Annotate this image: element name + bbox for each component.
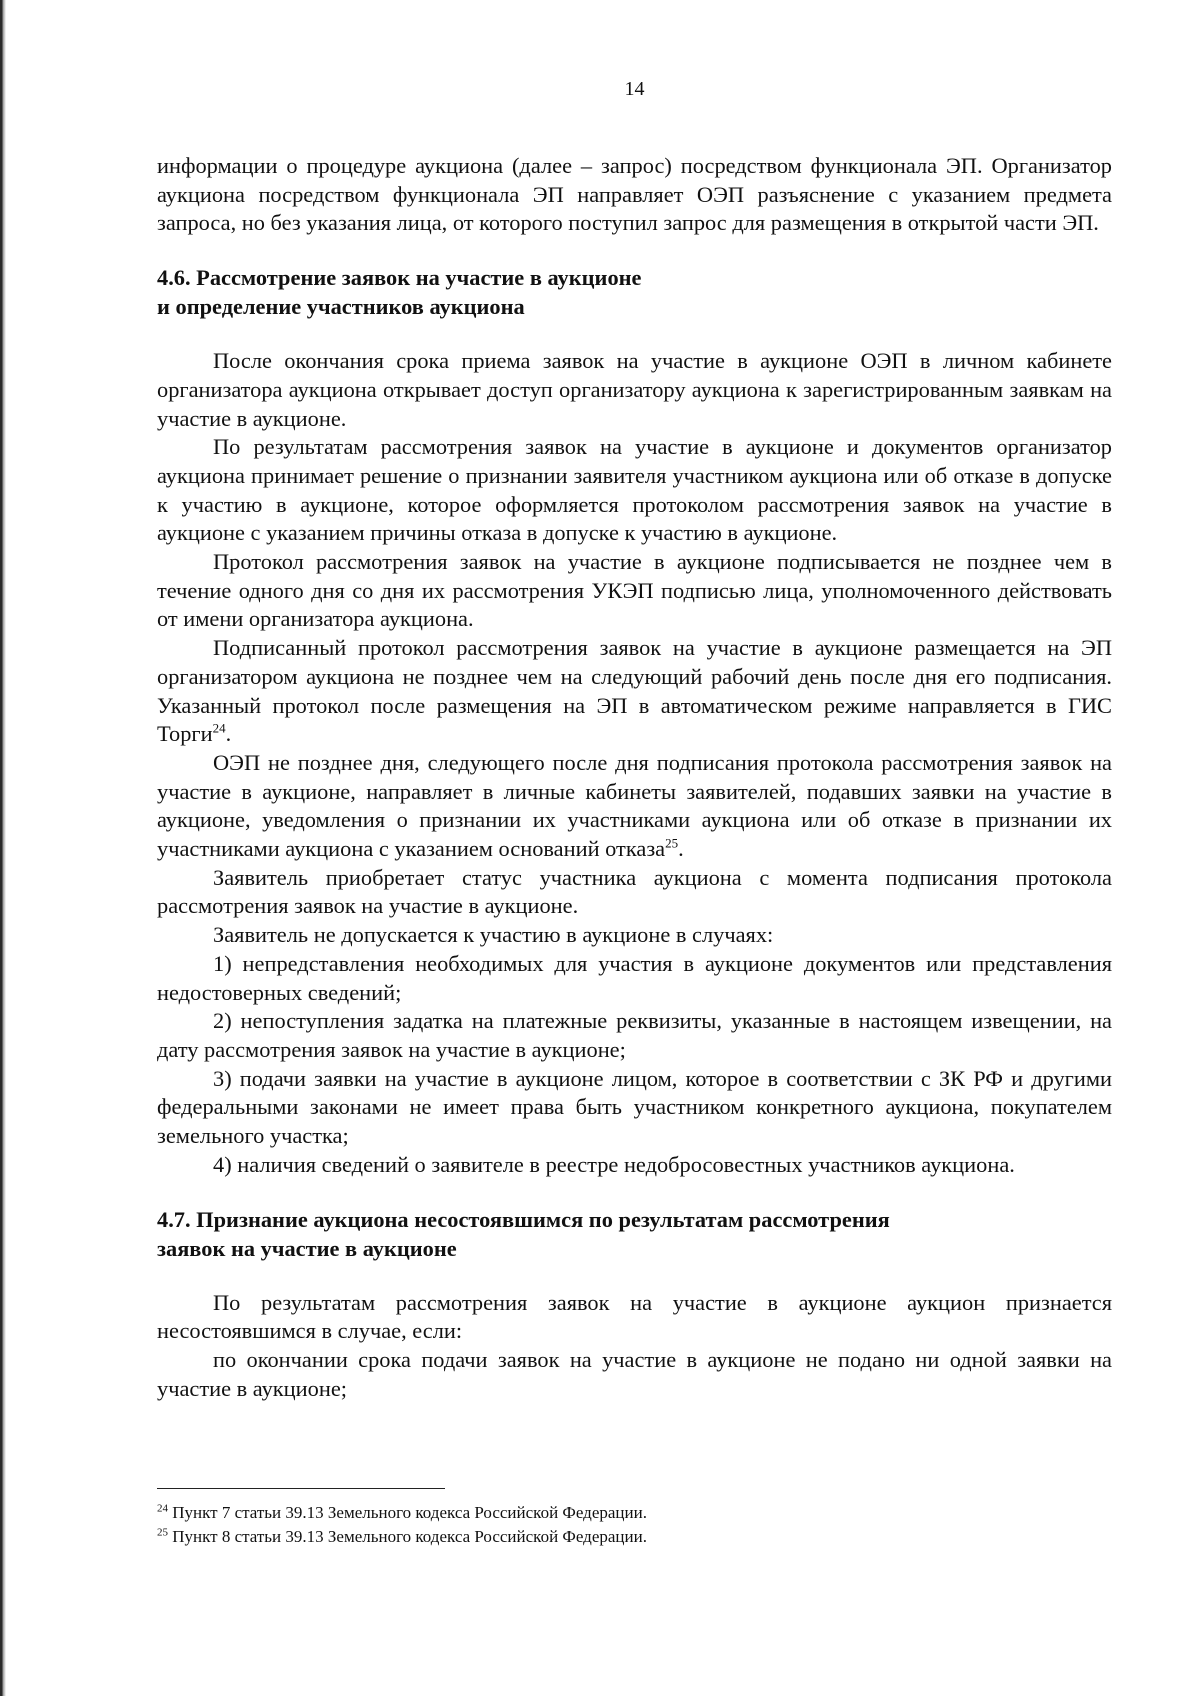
section-heading-4-7-line-2: заявок на участие в аукционе bbox=[157, 1235, 457, 1261]
list-item-3: 3) подачи заявки на участие в аукционе лицом, которое в соответствии с ЗК РФ и другими федеральными законами не имеет права быть участником конкретного аукциона, покупателем земельного участка; bbox=[157, 1065, 1112, 1149]
footnote-25 bbox=[157, 1525, 1112, 1549]
paragraph: Заявитель приобретает статус участника аукциона с момента подписания протокола рассмотрения заявок на участие в аукционе. bbox=[157, 864, 1112, 919]
paragraph-continuation: информации о процедуре аукциона (далее – запрос) посредством функционала ЭП. Организатор аукциона посредством функционала ЭП направляет ОЭП разъяснение с указанием предмета запроса, но без указания лица, от которого поступил запрос для размещения в открытой части ЭП. bbox=[157, 153, 1112, 236]
paragraph: После окончания срока приема заявок на участие в аукционе ОЭП в личном кабинете организатора аукциона открывает доступ организатору аукциона к зарегистрированным заявкам на участие в аукционе. bbox=[157, 348, 1112, 431]
paragraph-with-footnote-25 bbox=[157, 749, 1112, 864]
paragraph-with-footnote-24 bbox=[157, 634, 1112, 749]
spacer bbox=[157, 321, 1112, 347]
document-body bbox=[157, 152, 1112, 1403]
footnote-text: Пункт 7 статьи 39.13 Земельного кодекса Российской Федерации. bbox=[168, 1503, 647, 1522]
paragraph: Протокол рассмотрения заявок на участие в аукционе подписывается не позднее чем в течение одного дня со дня их рассмотрения УКЭП подписью лица, уполномоченного действовать от имени организатора аукциона. bbox=[157, 549, 1112, 632]
footnotes bbox=[157, 1488, 1112, 1549]
footnote-ref-25: 25 bbox=[665, 835, 679, 851]
paragraph: Заявитель не допускается к участию в аукционе в случаях: bbox=[213, 922, 774, 948]
scan-edge bbox=[0, 0, 6, 1696]
paragraph: По результатам рассмотрения заявок на участие в аукционе аукцион признается несостоявшимся в случае, если: bbox=[157, 1289, 1112, 1344]
paragraph: по окончании срока подачи заявок на участие в аукционе не подано ни одной заявки на участие в аукционе; bbox=[157, 1346, 1112, 1401]
section-heading-4-7-line-1: 4.7. Признание аукциона несостоявшимся по результатам рассмотрения bbox=[157, 1206, 890, 1232]
page-number: 14 bbox=[624, 78, 645, 100]
paragraph-end: . bbox=[225, 721, 232, 747]
footnote-separator bbox=[157, 1488, 445, 1489]
footnote-text: Пункт 8 статьи 39.13 Земельного кодекса Российской Федерации. bbox=[168, 1527, 647, 1546]
list-item-2: 2) непоступления задатка на платежные реквизиты, указанные в настоящем извещении, на дату рассмотрения заявок на участие в аукционе; bbox=[157, 1008, 1112, 1062]
footnote-mark: 24 bbox=[157, 1502, 168, 1515]
list-item-4: 4) наличия сведений о заявителе в реестре недобросовестных участников аукциона. bbox=[213, 1151, 1015, 1177]
paragraph-end: . bbox=[678, 836, 684, 862]
footnote-ref-24: 24 bbox=[212, 720, 226, 736]
spacer bbox=[157, 238, 1112, 263]
section-heading-4-6-line-1: 4.6. Рассмотрение заявок на участие в аукционе bbox=[157, 265, 642, 291]
paragraph-text: ОЭП не позднее дня, следующего после дня подписания протокола рассмотрения заявок на участие в аукционе, направляет в личные кабинеты заявителей, подавших заявки на участие в аукционе, уведомления о признании их участниками аукциона или об отказе в признании их участниками аукциона с указанием оснований отказа bbox=[157, 749, 1112, 862]
footnote-mark: 25 bbox=[157, 1526, 168, 1539]
paragraph: По результатам рассмотрения заявок на участие в аукционе и документов организатор аукциона принимает решение о признании заявителя участником аукциона или об отказе в допуске к участию в аукционе, которое оформляется протоколом рассмотрения заявок на участие в аукционе с указанием причины отказа в допуске к участию в аукционе. bbox=[157, 434, 1112, 546]
spacer bbox=[157, 1180, 1112, 1205]
list-item-1: 1) непредставления необходимых для участия в аукционе документов или представления недостоверных сведений; bbox=[157, 950, 1112, 1005]
section-heading-4-6-line-2: и определение участников аукциона bbox=[157, 294, 525, 320]
paragraph-text: Подписанный протокол рассмотрения заявок на участие в аукционе размещается на ЭП организатором аукциона не позднее чем на следующий рабочий день после дня его подписания. Указанный протокол после размещения на ЭП в автоматическом режиме направляется в ГИС Торги bbox=[157, 635, 1112, 747]
footnote-24 bbox=[157, 1501, 1112, 1525]
spacer bbox=[157, 1263, 1112, 1289]
